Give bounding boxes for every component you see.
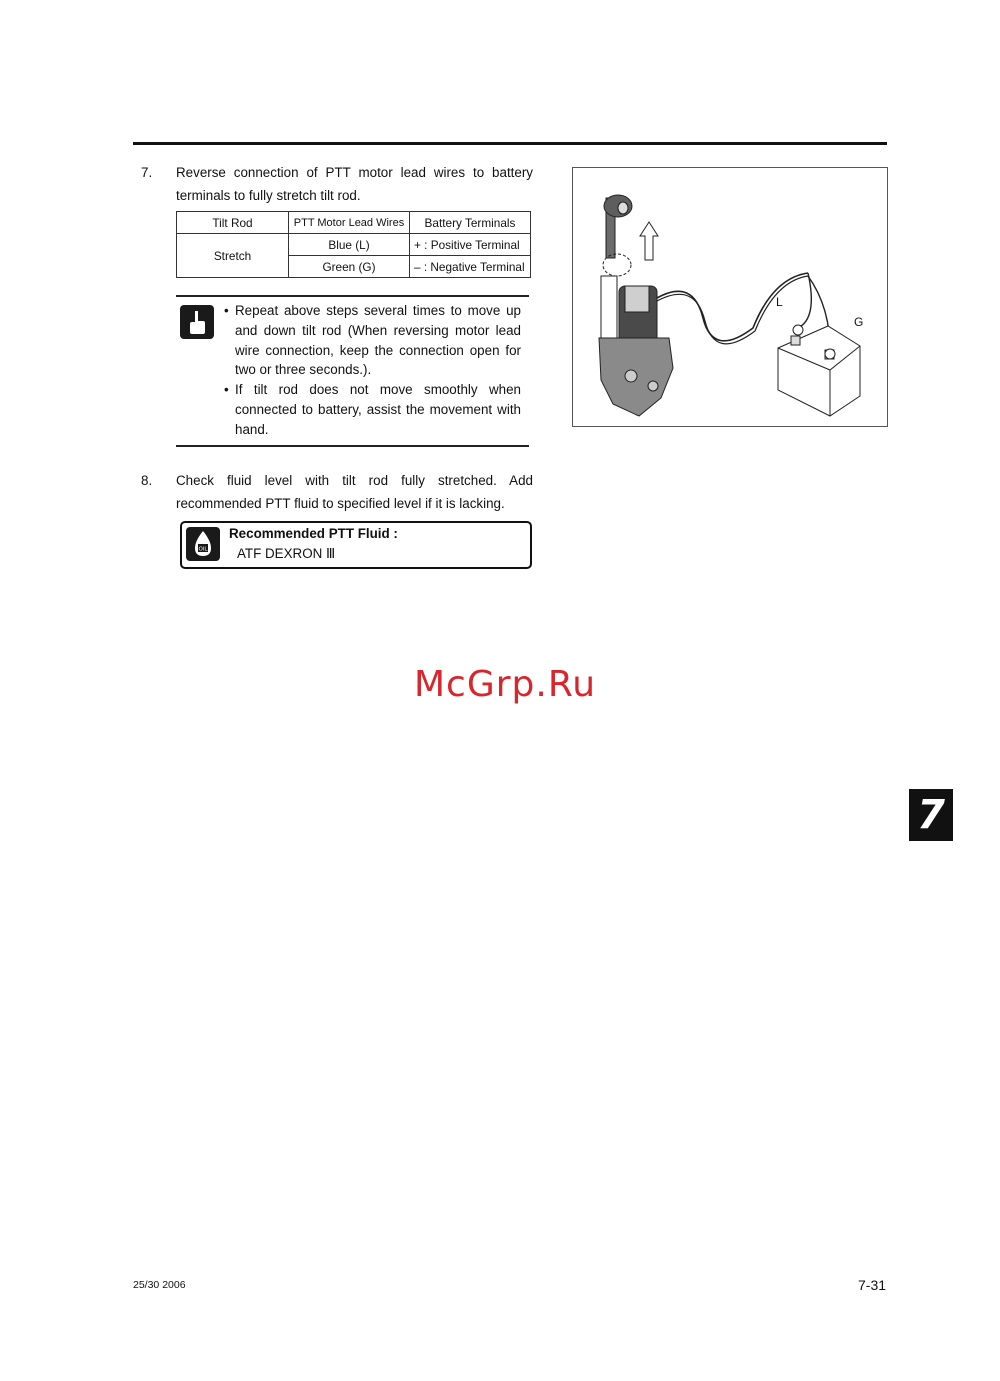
note-text: Repeat above steps several times to move up and down tilt rod (When reversing motor lead wire connection, keep the connection open for two or three seconds.). — [235, 303, 521, 378]
table-row — [177, 234, 531, 256]
oil-label: OIL — [198, 546, 208, 553]
battery-illustration — [778, 325, 860, 416]
note-item — [224, 380, 521, 439]
connection-table — [176, 211, 531, 278]
tilt-rod-illustration — [599, 195, 673, 416]
bullet: • — [224, 382, 229, 398]
fluid-value: ATF DEXRON Ⅲ — [237, 546, 336, 561]
bullet: • — [224, 303, 229, 318]
label-g: G — [854, 315, 864, 329]
oil-drop-icon — [186, 527, 220, 561]
step-number: 7. — [141, 165, 153, 180]
pointing-hand-icon — [180, 305, 214, 339]
header-rule — [133, 142, 887, 145]
step-text: Check fluid level with tilt rod fully stretched. Add recommended PTT fluid to specified level if it is lacking. — [176, 473, 533, 511]
table-header-row — [177, 212, 531, 234]
note-item — [224, 301, 521, 380]
header-tilt-rod: Tilt Rod — [177, 212, 289, 234]
footer-model: 25/30 2006 — [133, 1279, 186, 1291]
step-8 — [141, 469, 533, 515]
page-number: 7-31 — [858, 1277, 887, 1293]
header-lead-wires: PTT Motor Lead Wires — [289, 212, 410, 234]
step-number: 8. — [141, 473, 153, 488]
step-7 — [141, 161, 533, 207]
note-list — [224, 301, 521, 440]
recommended-fluid-box — [180, 521, 532, 569]
watermark[interactable]: McGrp.Ru — [413, 664, 597, 705]
chapter-tab: 7 — [909, 789, 953, 841]
step-text: Reverse connection of PTT motor lead wires to battery terminals to fully stretch tilt rod. — [176, 165, 533, 203]
terminal-cell: – : Negative Terminal — [410, 256, 531, 278]
ptt-battery-figure — [572, 167, 888, 427]
label-l: L — [776, 295, 783, 309]
note-text: If tilt rod does not move smoothly when connected to battery, assist the movement with hand. — [235, 382, 521, 437]
header-battery-terminals: Battery Terminals — [410, 212, 531, 234]
note-box — [176, 295, 529, 447]
wire-cell: Green (G) — [289, 256, 410, 278]
tilt-rod-cell: Stretch — [177, 234, 289, 278]
fluid-title: Recommended PTT Fluid : — [229, 526, 398, 541]
terminal-cell: + : Positive Terminal — [410, 234, 531, 256]
wire-cell: Blue (L) — [289, 234, 410, 256]
